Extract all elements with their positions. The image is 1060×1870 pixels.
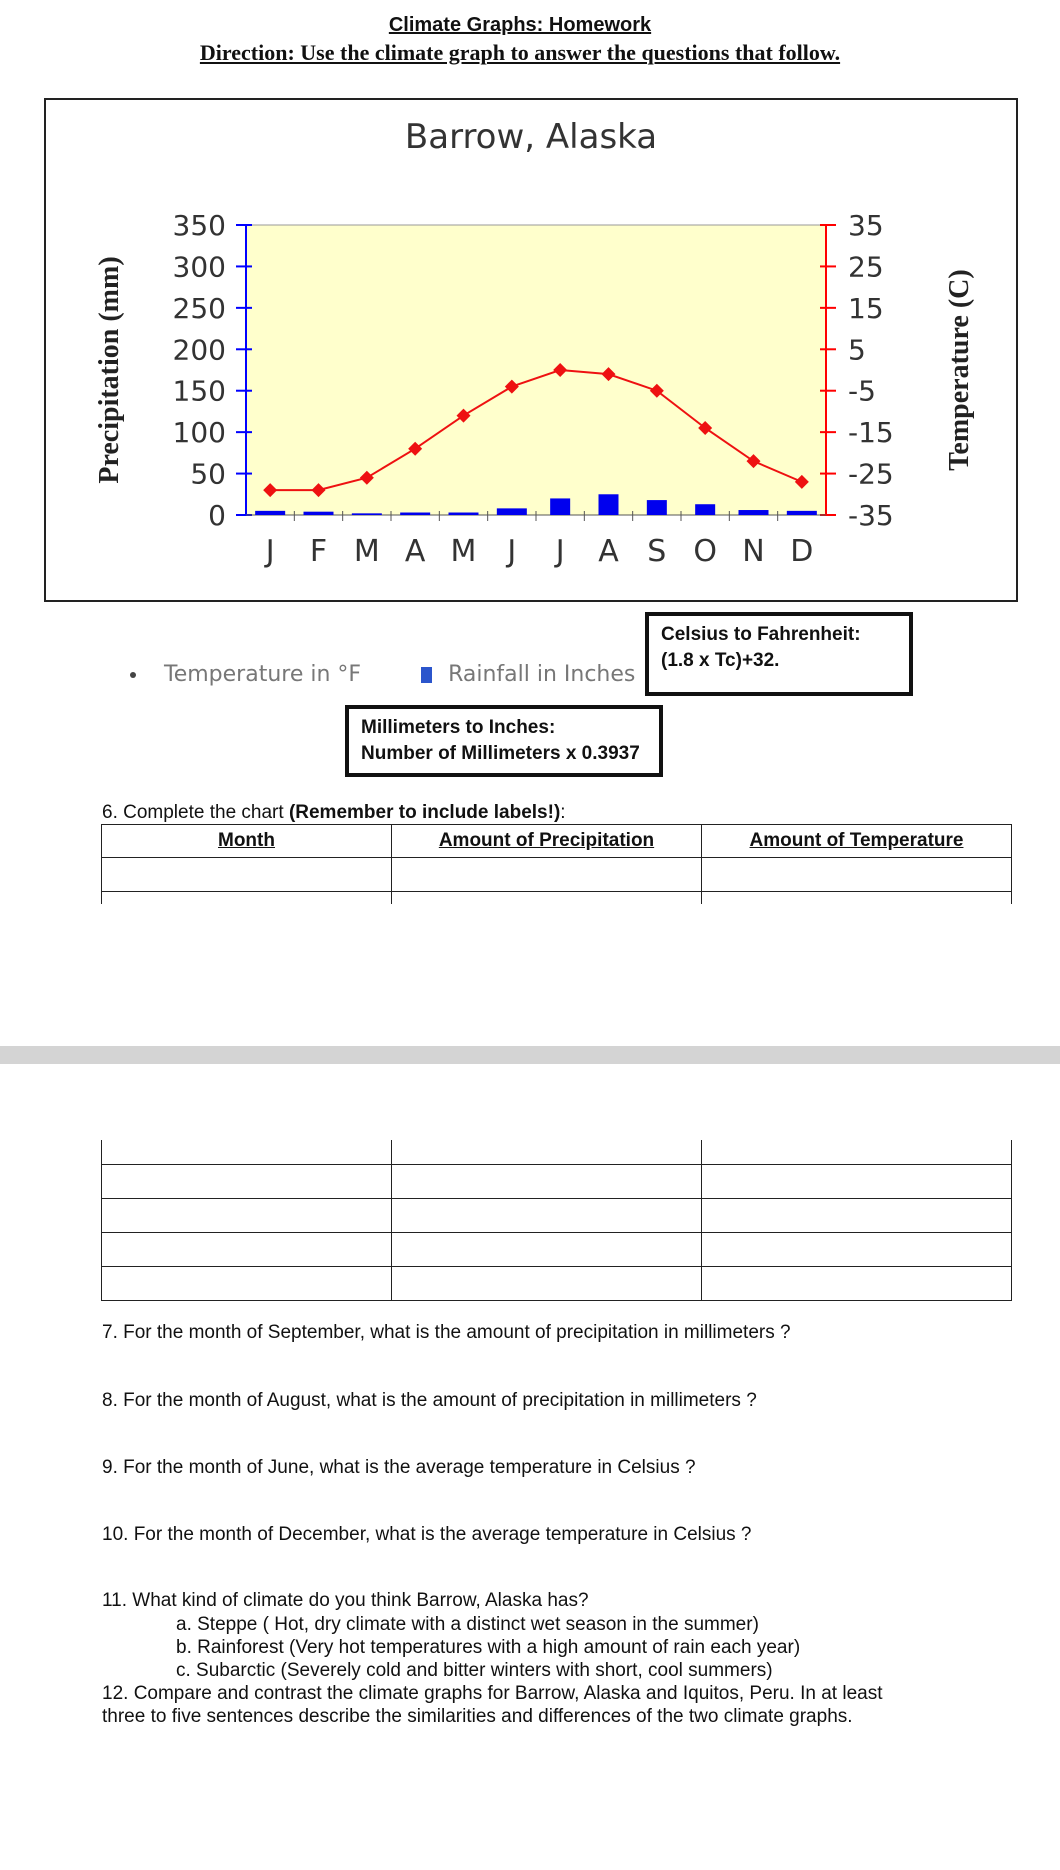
question-7: 7. For the month of September, what is the amount of precipitation in millimeters ? [102, 1322, 791, 1343]
q6-emphasis: (Remember to include labels!) [288, 802, 561, 823]
left-tick-label: 350 [172, 209, 226, 242]
table-cell[interactable] [102, 1266, 392, 1300]
month-label: A [598, 534, 619, 569]
legend-temperature-label: Temperature in °F [164, 662, 362, 687]
answer-table-top [101, 824, 1012, 904]
precipitation-bar [647, 500, 667, 515]
precipitation-bar [497, 508, 527, 515]
month-label: M [450, 534, 477, 569]
table-cell[interactable] [702, 1266, 1012, 1300]
col-header-month: Month [102, 825, 392, 858]
table-row [102, 1266, 1012, 1300]
left-tick-label: 50 [190, 457, 226, 491]
right-tick-label: 5 [848, 333, 866, 367]
precipitation-bar [739, 510, 769, 515]
question-11: 11. What kind of climate do you think Barrow, Alaska has? [102, 1590, 589, 1611]
table-cell[interactable] [392, 1266, 702, 1300]
question-12-line-1: 12. Compare and contrast the climate graphs for Barrow, Alaska and Iquitos, Peru. In at least [102, 1683, 883, 1704]
precipitation-bar [599, 494, 619, 515]
question-8: 8. For the month of August, what is the amount of precipitation in millimeters ? [102, 1390, 757, 1411]
table-row [102, 1198, 1012, 1232]
left-tick-label: 200 [172, 333, 226, 367]
table-cell[interactable] [392, 1198, 702, 1232]
month-label: A [404, 534, 426, 569]
table-row [102, 1164, 1012, 1198]
celsius-to-fahrenheit-box [645, 612, 913, 696]
table-row [102, 858, 1012, 892]
table-cell[interactable] [702, 858, 1012, 892]
table-row [102, 892, 1012, 904]
right-tick-label: -15 [848, 416, 894, 450]
table-cell[interactable] [102, 858, 392, 892]
question-6 [102, 802, 566, 824]
left-tick-label: 300 [172, 250, 226, 284]
table-cell[interactable] [102, 1140, 392, 1164]
right-tick-label: -25 [848, 457, 894, 491]
precipitation-bar [695, 504, 715, 515]
right-tick-label: 25 [848, 250, 884, 284]
mm2in-formula: Number of Millimeters x 0.3937 [361, 743, 640, 764]
table-cell[interactable] [392, 858, 702, 892]
left-tick-label: 250 [172, 291, 226, 325]
answer-table-bottom [101, 1140, 1012, 1301]
table-cell[interactable] [102, 1232, 392, 1266]
left-tick-label: 100 [172, 416, 226, 450]
mm2in-title: Millimeters to Inches: [361, 717, 556, 738]
worksheet-direction: Direction: Use the climate graph to answer the questions that follow. [199, 40, 841, 65]
chart-legend [130, 662, 635, 687]
right-tick-label: -35 [848, 499, 894, 532]
precipitation-bar [400, 513, 430, 515]
table-cell[interactable] [392, 892, 702, 904]
right-tick-label: -5 [848, 374, 876, 408]
month-label: D [790, 534, 814, 569]
climate-chart-frame [44, 98, 1018, 602]
right-axis-label: Temperature (C) [944, 269, 975, 471]
month-label: O [693, 534, 717, 569]
question-10: 10. For the month of December, what is the average temperature in Celsius ? [102, 1524, 752, 1545]
col-header-temperature: Amount of Temperature [702, 825, 1012, 858]
question-11-option-b: b. Rainforest (Very hot temperatures with a high amount of rain each year) [176, 1637, 801, 1658]
rainfall-legend-icon [421, 667, 432, 683]
chart-title: Barrow, Alaska [404, 117, 658, 157]
left-axis-label: Precipitation (mm) [94, 256, 125, 484]
right-tick-label: 35 [848, 209, 884, 242]
c2f-formula: (1.8 x Tc)+32. [661, 650, 780, 671]
left-tick-label: 0 [208, 499, 226, 532]
question-11-option-a: a. Steppe ( Hot, dry climate with a distinct wet season in the summer) [176, 1614, 759, 1635]
precipitation-bar [449, 513, 479, 515]
precipitation-bar [787, 511, 817, 515]
month-label: N [742, 534, 765, 569]
legend-rainfall-label: Rainfall in Inches [448, 662, 636, 687]
table-cell[interactable] [392, 1232, 702, 1266]
table-cell[interactable] [702, 1198, 1012, 1232]
table-header-row [102, 825, 1012, 858]
question-9: 9. For the month of June, what is the average temperature in Celsius ? [102, 1457, 696, 1478]
temperature-legend-icon [130, 672, 136, 678]
precipitation-bar [255, 511, 285, 515]
table-cell[interactable] [702, 1164, 1012, 1198]
col-header-precipitation: Amount of Precipitation [392, 825, 702, 858]
right-tick-label: 15 [848, 291, 884, 325]
table-cell[interactable] [102, 1164, 392, 1198]
table-cell[interactable] [702, 1232, 1012, 1266]
precipitation-bar [352, 513, 382, 515]
table-cell[interactable] [392, 1140, 702, 1164]
q6-suffix: : [560, 802, 566, 823]
climate-chart [46, 100, 1016, 600]
question-12-line-2: three to five sentences describe the similarities and differences of the two climate graphs. [102, 1706, 853, 1727]
plot-area [246, 225, 826, 515]
table-cell[interactable] [392, 1164, 702, 1198]
month-label: J [507, 534, 517, 569]
month-label: M [353, 534, 380, 569]
table-cell[interactable] [702, 892, 1012, 904]
question-11-option-c: c. Subarctic (Severely cold and bitter winters with short, cool summers) [176, 1660, 773, 1681]
table-row [102, 1140, 1012, 1164]
page-break [0, 1046, 1060, 1064]
month-label: F [309, 534, 328, 569]
left-tick-label: 150 [172, 374, 226, 408]
table-row [102, 1232, 1012, 1266]
c2f-title: Celsius to Fahrenheit: [661, 624, 861, 645]
month-label: J [555, 534, 565, 569]
table-cell[interactable] [702, 1140, 1012, 1164]
worksheet-title: Climate Graphs: Homework [388, 14, 652, 36]
millimeters-to-inches-box [345, 705, 663, 777]
q6-prefix: 6. Complete the chart [102, 802, 289, 823]
table-cell[interactable] [102, 1198, 392, 1232]
precipitation-bar [550, 498, 570, 515]
table-cell[interactable] [102, 892, 392, 904]
precipitation-bar [304, 512, 334, 515]
month-label: J [265, 534, 275, 569]
month-label: S [647, 534, 667, 569]
